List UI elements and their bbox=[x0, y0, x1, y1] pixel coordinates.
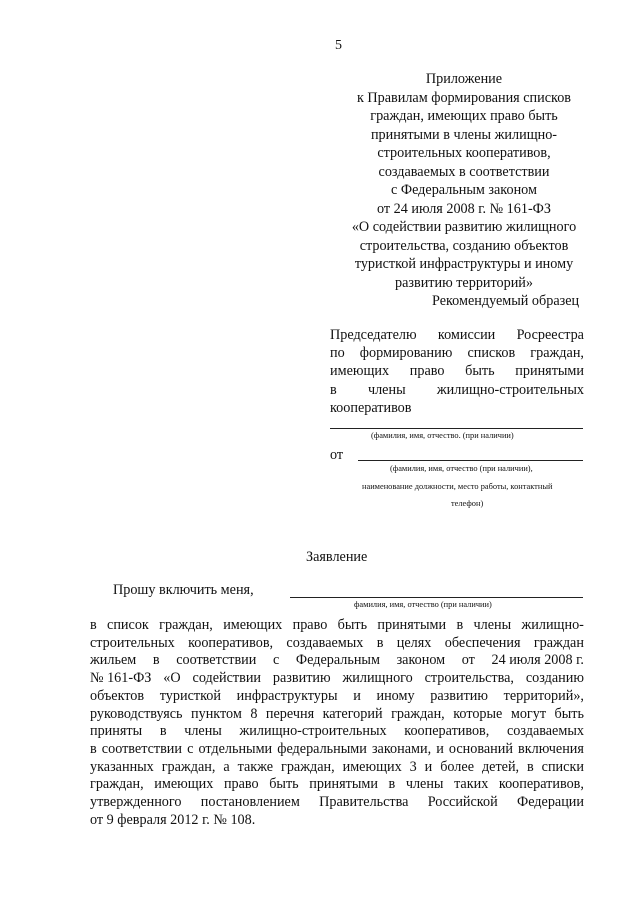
word: формированию bbox=[359, 345, 453, 362]
word: детей, bbox=[481, 758, 520, 775]
word: в bbox=[152, 652, 160, 669]
text-line bbox=[90, 759, 584, 777]
word: развитию bbox=[272, 670, 331, 687]
word: принятыми bbox=[309, 776, 378, 793]
appendix-line: принятыми в члены жилищно- bbox=[370, 126, 558, 143]
word: инфраструктуры bbox=[236, 687, 338, 704]
word: руководствуясь bbox=[90, 705, 183, 722]
word: жильем bbox=[90, 652, 137, 669]
commission-fio-hint: (фамилия, имя, отчество. (при наличии) bbox=[371, 431, 514, 440]
word: могут bbox=[510, 705, 547, 722]
page-number: 5 bbox=[335, 38, 342, 53]
word: оснований bbox=[448, 740, 513, 757]
word: имеющих bbox=[330, 363, 390, 380]
word: целях bbox=[396, 634, 432, 651]
word: кооперативов, bbox=[188, 634, 274, 651]
word: и bbox=[424, 758, 433, 775]
word: приняты bbox=[90, 723, 143, 740]
word: жилищно- bbox=[521, 617, 584, 633]
word: и bbox=[436, 740, 444, 757]
word: кооперативов, bbox=[404, 723, 490, 740]
text-line bbox=[90, 670, 584, 688]
word: и bbox=[353, 687, 361, 704]
word: комиссии bbox=[437, 327, 496, 343]
word: включения bbox=[518, 740, 584, 757]
word: граждан, bbox=[391, 705, 445, 722]
word: право bbox=[223, 776, 259, 793]
word: члены bbox=[405, 776, 444, 793]
appendix-line: Приложение bbox=[425, 71, 503, 87]
word: № 161-ФЗ bbox=[90, 670, 152, 687]
word: 8 bbox=[250, 705, 258, 722]
word: от bbox=[461, 652, 475, 669]
appendix-line: с Федеральным законом bbox=[391, 182, 537, 198]
word: Российской bbox=[427, 794, 498, 811]
from-phone-hint: телефон) bbox=[451, 499, 484, 508]
appendix-line: развитию территорий» bbox=[395, 274, 533, 291]
word: граждан, bbox=[530, 345, 584, 362]
word: также bbox=[237, 758, 274, 775]
word: члены bbox=[367, 381, 406, 398]
word: граждан, bbox=[161, 758, 216, 775]
word: кооперативов bbox=[330, 399, 412, 416]
text-line bbox=[90, 706, 584, 724]
word: 3 bbox=[409, 758, 417, 775]
word: в bbox=[159, 723, 167, 740]
text-line bbox=[90, 652, 584, 670]
text-line bbox=[90, 794, 584, 812]
sample-label: Рекомендуемый образец bbox=[432, 293, 580, 309]
request-start: Прошу включить меня, bbox=[113, 582, 254, 598]
word: имеющих bbox=[342, 758, 402, 775]
word: в bbox=[388, 776, 396, 793]
word: право bbox=[292, 617, 328, 633]
text-line bbox=[330, 344, 584, 362]
text-line bbox=[90, 688, 584, 706]
word: жилищно-строительных bbox=[436, 381, 584, 398]
applicant-fio-hint: фамилия, имя, отчество (при наличии) bbox=[354, 600, 492, 609]
word: быть bbox=[554, 705, 584, 722]
appendix-line: «О содействии развитию жилищного bbox=[351, 219, 577, 235]
word: Росреестра bbox=[516, 327, 584, 343]
text-line bbox=[90, 741, 584, 759]
text-line bbox=[330, 326, 584, 344]
addressee-block bbox=[330, 326, 584, 417]
word: Правительства bbox=[319, 794, 409, 811]
word: в bbox=[90, 617, 97, 633]
word: строительства, bbox=[424, 670, 514, 687]
word: быть bbox=[269, 776, 299, 793]
appendix-line: туристкой инфраструктуры и иному bbox=[354, 256, 574, 272]
word: законами, bbox=[371, 740, 432, 757]
word: создаваемых bbox=[506, 723, 584, 740]
word: имеющих bbox=[154, 776, 214, 793]
word: созданию bbox=[525, 670, 584, 687]
word: которые bbox=[453, 705, 503, 722]
appendix-line: строительных кооперативов, bbox=[377, 145, 551, 161]
word: с bbox=[187, 740, 194, 757]
word: в bbox=[456, 617, 464, 633]
appendix-line: граждан, имеющих право быть bbox=[370, 108, 558, 124]
document-title: Заявление bbox=[306, 549, 368, 565]
request-body bbox=[90, 617, 584, 829]
applicant-fio-line[interactable] bbox=[290, 597, 583, 598]
applicant-info-line[interactable] bbox=[358, 460, 583, 461]
text-line-last: от 9 февраля 2012 г. № 108. bbox=[90, 811, 256, 828]
word: таких bbox=[454, 776, 489, 793]
word: право bbox=[409, 363, 445, 380]
text-line bbox=[330, 381, 584, 399]
commission-fio-line[interactable] bbox=[330, 428, 583, 429]
word: «О bbox=[163, 670, 181, 687]
word: федеральными bbox=[277, 740, 367, 757]
word: быть bbox=[337, 617, 368, 633]
text-line bbox=[330, 399, 584, 417]
word: объектов bbox=[90, 687, 145, 704]
appendix-header bbox=[330, 70, 598, 292]
text-line bbox=[90, 776, 584, 794]
from-position-hint: наименование должности, место работы, контактный bbox=[362, 482, 553, 491]
word: соответствии bbox=[101, 740, 182, 757]
word: отдельными bbox=[198, 740, 273, 757]
word: содействии bbox=[192, 670, 262, 687]
word: обеспечения bbox=[444, 634, 521, 651]
word: граждан, bbox=[281, 758, 335, 775]
text-line bbox=[90, 617, 584, 635]
word: создаваемых bbox=[286, 634, 364, 651]
appendix-line: к Правилам формирования списков bbox=[356, 89, 571, 106]
word: в bbox=[330, 381, 337, 398]
word: жилищного bbox=[342, 670, 413, 687]
appendix-line: от 24 июля 2008 г. № 161-ФЗ bbox=[376, 200, 552, 217]
word: более bbox=[440, 758, 474, 775]
word: постановлением bbox=[200, 794, 300, 811]
word: с bbox=[272, 652, 280, 669]
word: граждан bbox=[533, 634, 584, 651]
word: туристкой bbox=[159, 687, 221, 704]
word: граждан, bbox=[159, 617, 213, 633]
word: кооперативов, bbox=[498, 776, 584, 793]
word: Председателю bbox=[330, 327, 417, 343]
word: имеющих bbox=[223, 617, 283, 633]
word: соответствии bbox=[176, 652, 257, 669]
word: утвержденного bbox=[90, 794, 182, 811]
word: в bbox=[90, 740, 97, 757]
word: развитию bbox=[430, 687, 488, 704]
word: Федерации bbox=[516, 794, 584, 811]
word: жилищно-строительных bbox=[239, 723, 387, 740]
text-line bbox=[90, 635, 584, 653]
word: списков bbox=[467, 345, 516, 362]
word: списки bbox=[541, 758, 584, 775]
appendix-line: создаваемых в соответствии bbox=[378, 163, 550, 180]
word: пунктом bbox=[191, 705, 242, 722]
word: список bbox=[107, 617, 149, 633]
text-line bbox=[330, 362, 584, 380]
word: законом bbox=[396, 652, 446, 669]
from-label: от bbox=[330, 447, 344, 463]
word: принятыми bbox=[377, 617, 447, 633]
from-fio-hint: (фамилия, имя, отчество (при наличии), bbox=[390, 464, 533, 473]
word: быть bbox=[465, 363, 495, 380]
word: строительных bbox=[90, 634, 175, 651]
word: принятыми bbox=[515, 363, 584, 380]
word: члены bbox=[184, 723, 222, 740]
word: 24 июля 2008 г. bbox=[491, 652, 584, 669]
word: Федеральным bbox=[295, 652, 380, 669]
word: в bbox=[527, 758, 534, 775]
word: граждан, bbox=[90, 776, 144, 793]
word: перечня bbox=[265, 705, 315, 722]
word: категорий bbox=[322, 705, 383, 722]
word: по bbox=[330, 345, 345, 362]
word: иному bbox=[376, 687, 415, 704]
word: указанных bbox=[90, 758, 154, 775]
word: в bbox=[376, 634, 384, 651]
text-line bbox=[90, 723, 584, 741]
word: а bbox=[223, 758, 230, 775]
appendix-line: строительства, созданию объектов bbox=[359, 237, 569, 254]
word: территорий», bbox=[503, 687, 584, 704]
word: члены bbox=[473, 617, 512, 633]
